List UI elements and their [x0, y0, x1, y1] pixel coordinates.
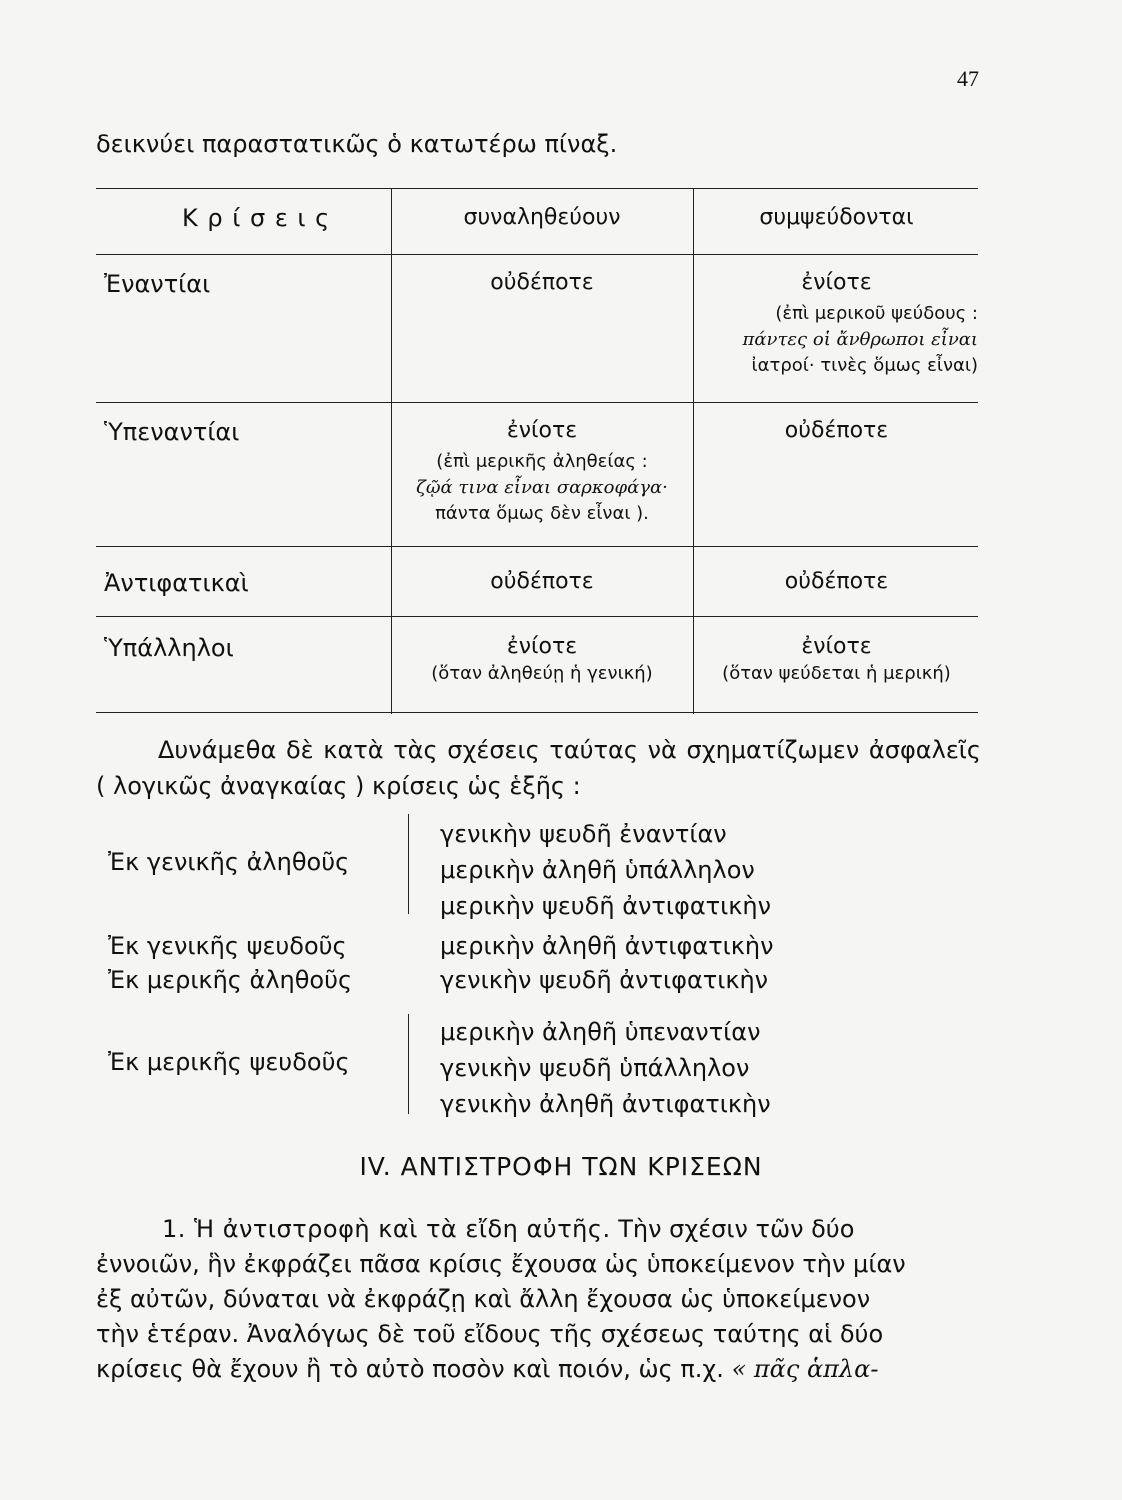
body-line: κρίσεις θὰ ἔχουν ἢ τὸ αὐτὸ ποσὸν καὶ ποιόν, ὡς π.χ. [96, 1355, 724, 1383]
section-heading: IV. ΑΝΤΙΣΤΡΟΦΗ ΤΩΝ ΚΡΙΣΕΩΝ [359, 1152, 763, 1181]
row-value: ἐνίοτε [801, 634, 872, 659]
conclusion: γενικὴν ψευδῆ ἀντιφατικὴν [440, 966, 769, 994]
body-text [96, 1212, 981, 1387]
inference-premise: Ἐκ γενικῆς ἀληθοῦς [108, 848, 350, 876]
conclusion: μερικὴν ἀληθῆ ὑπεναντίαν [440, 1018, 761, 1046]
row-note: πάντες οἱ ἄνθρωποι εἶναι [742, 329, 978, 350]
table-rule [96, 546, 978, 547]
body-line: « πᾶς ἁπλα- [731, 1355, 879, 1383]
table-rule [96, 254, 978, 255]
table-column-rule [391, 188, 392, 714]
intro-line: δεικνύει παραστατικῶς ὁ κατωτέρω πίναξ. [96, 130, 618, 158]
conclusion: μερικὴν ψευδῆ ἀντιφατικὴν [440, 892, 771, 920]
inference-conclusions [440, 1014, 771, 1122]
row-value: οὐδέποτε [784, 418, 889, 443]
brace [408, 1014, 415, 1114]
body-line: Τὴν σχέσιν τῶν δύο [618, 1215, 855, 1243]
row-note: ζῷά τινα εἶναι σαρκοφάγα· [416, 477, 668, 498]
row-note: (ὅταν ψεύδεται ἡ μερική) [722, 663, 951, 684]
inference-premise: Ἐκ μερικῆς ψευδοῦς [108, 1048, 350, 1076]
table-rule [96, 188, 978, 189]
conclusion: μερικὴν ἀληθῆ ἀντιφατικὴν [440, 932, 774, 960]
brace [408, 814, 415, 914]
header-false-together: συμψεύδονται [759, 205, 914, 230]
body-line: ἐξ αὐτῶν, δύναται νὰ ἐκφράζῃ καὶ ἄλλη ἔχουσα ὡς ὑποκείμενον [96, 1285, 871, 1313]
header-true-together: συναληθεύουν [463, 205, 621, 230]
row-value: οὐδέποτε [490, 569, 594, 594]
row-value: οὐδέποτε [784, 569, 889, 594]
table-rule [96, 402, 978, 403]
row-note: (ἐπὶ μερικῆς ἀληθείας : [436, 451, 648, 472]
inference-conclusions [440, 816, 771, 924]
inference-paragraph: Δυνάμεθα δὲ κατὰ τὰς σχέσεις ταύτας νὰ σχηματίζωμεν ἀσφαλεῖς ( λογικῶς ἀναγκαίας ) κρίσεις ὡς ἑξῆς : [96, 736, 981, 800]
row-value: ἐνίοτε [801, 270, 872, 295]
conclusion: γενικὴν ἀληθῆ ἀντιφατικὴν [440, 1090, 771, 1118]
table-rule [96, 712, 978, 713]
row-label: Ὑπεναντίαι [104, 418, 240, 446]
row-label: Ἐναντίαι [104, 270, 211, 298]
conclusion: μερικὴν ἀληθῆ ὑπάλληλον [440, 856, 755, 884]
row-note: ἰατροί· τινὲς ὅμως εἶναι) [751, 355, 978, 376]
conclusion: γενικὴν ψευδῆ ἐναντίαν [440, 820, 727, 848]
page-number: 47 [957, 66, 979, 91]
inference-premise: Ἐκ μερικῆς ἀληθοῦς [108, 966, 353, 994]
row-label: Ὑπάλληλοι [104, 634, 234, 662]
row-value-block [695, 270, 978, 379]
row-value: ἐνίοτε [506, 418, 578, 443]
subheading: 1. Ἡ ἀντιστροφὴ καὶ τὰ εἴδη αὐτῆς. [162, 1215, 611, 1243]
row-value-block [695, 634, 978, 687]
row-value: ἐνίοτε [506, 634, 578, 659]
row-value-block [393, 418, 691, 527]
row-note: (ὅταν ἀληθεύῃ ἡ γενική) [431, 663, 653, 684]
row-value: οὐδέποτε [490, 270, 594, 295]
row-value-block [393, 634, 691, 687]
row-note: (ἐπὶ μερικοῦ ψεύδους : [775, 303, 978, 324]
header-judgments: Κ ρ ί σ ε ι ς [182, 204, 331, 232]
body-line: ἐννοιῶν, ἣν ἐκφράζει πᾶσα κρίσις ἔχουσα ὡς ὑποκείμενον τὴν μίαν [96, 1250, 906, 1278]
conclusion: γενικὴν ψευδῆ ὑπάλληλον [440, 1054, 750, 1082]
body-line: τὴν ἑτέραν. Ἀναλόγως δὲ τοῦ εἴδους τῆς σχέσεως ταύτης αἱ δύο [96, 1320, 884, 1348]
table-rule [96, 616, 978, 617]
row-note: πάντα ὅμως δὲν εἶναι ). [435, 503, 649, 524]
table-column-rule [693, 188, 694, 714]
row-label: Ἀντιφατικαὶ [104, 569, 249, 597]
inference-premise: Ἐκ γενικῆς ψευδοῦς [108, 932, 347, 960]
